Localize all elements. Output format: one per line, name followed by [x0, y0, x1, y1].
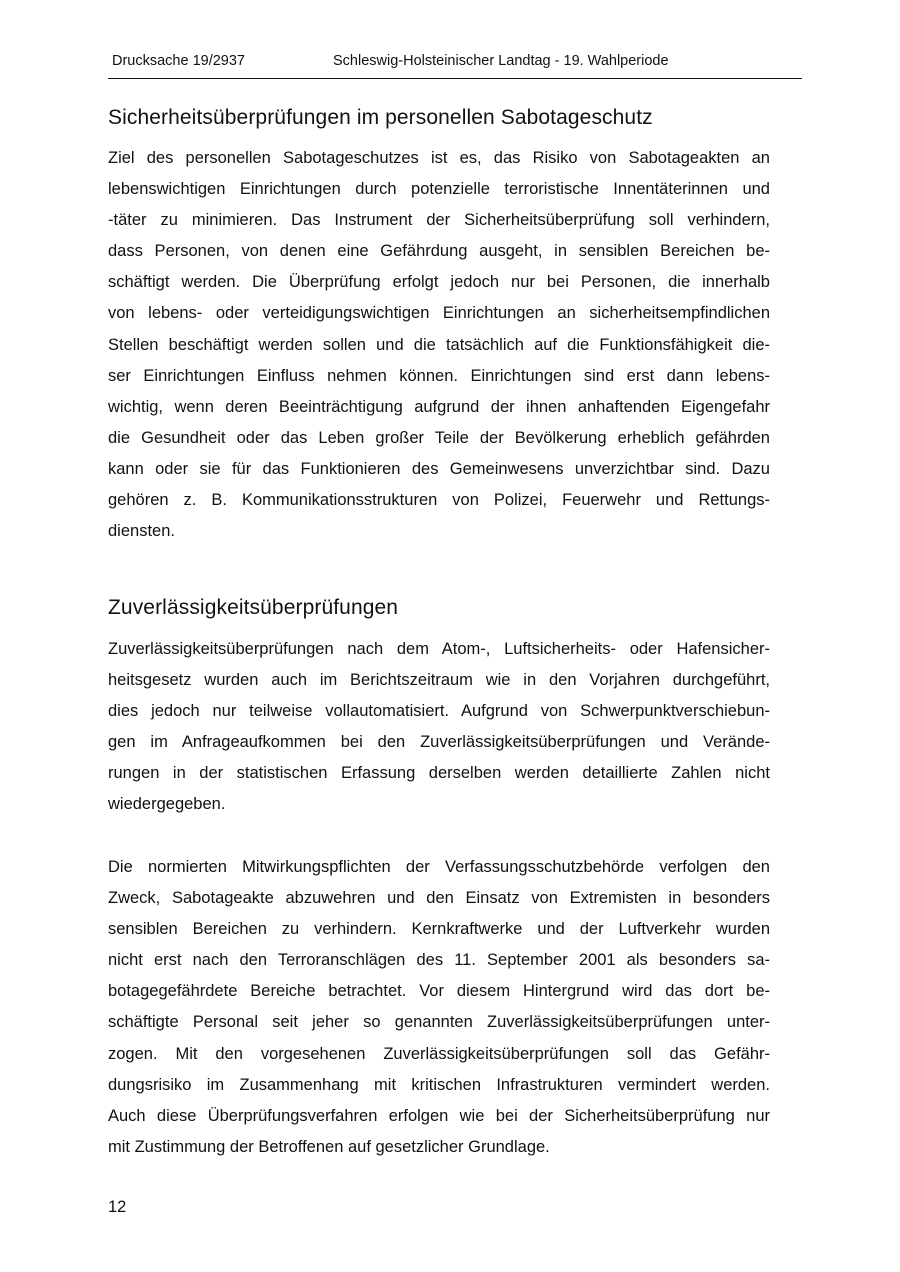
text-line: Auch diese Überprüfungsverfahren erfolgen wie bei der Sicherheitsüberprüfung nur	[108, 1106, 770, 1125]
text-line: nicht erst nach den Terroranschlägen des 11. September 2001 als besonders sa-	[108, 951, 770, 970]
text-line: Ziel des personellen Sabotageschutzes ist es, das Risiko von Sabotageakten an	[108, 149, 770, 167]
text-line: wiedergegeben.	[108, 795, 226, 814]
text-line: Die normierten Mitwirkungspflichten der Verfassungsschutzbehörde verfolgen den	[108, 858, 770, 876]
text-line: dass Personen, von denen eine Gefährdung ausgeht, in sensiblen Bereichen be-	[108, 242, 770, 261]
text-line: diensten.	[108, 522, 175, 541]
text-line: mit Zustimmung der Betroffenen auf gesetzlicher Grundlage.	[108, 1137, 550, 1156]
section-heading-sabotage: Sicherheitsüberprüfungen im personellen Sabotageschutz	[108, 106, 653, 129]
text-line: zogen. Mit den vorgesehenen Zuverlässigkeitsüberprüfungen soll das Gefähr-	[108, 1044, 770, 1063]
page-number: 12	[108, 1198, 127, 1216]
text-line: die Gesundheit oder das Leben großer Teile der Bevölkerung erheblich gefährden	[108, 428, 770, 447]
section-heading-reliability: Zuverlässigkeitsüberprüfungen	[108, 596, 399, 619]
paragraph-sabotage	[108, 143, 770, 547]
text-line: lebenswichtigen Einrichtungen durch potenzielle terroristische Innentäterinnen und	[108, 180, 770, 199]
text-line: sensiblen Bereichen zu verhindern. Kernkraftwerke und der Luftverkehr wurden	[108, 920, 770, 939]
text-line: von lebens- oder verteidigungswichtigen Einrichtungen an sicherheitsempfindlichen	[108, 304, 770, 323]
text-line: heitsgesetz wurden auch im Berichtszeitraum wie in den Vorjahren durchgeführt,	[108, 671, 770, 690]
text-line: dungsrisiko im Zusammenhang mit kritischen Infrastrukturen vermindert werden.	[108, 1075, 770, 1094]
document-number: Drucksache 19/2937	[112, 53, 245, 69]
text-line: Zuverlässigkeitsüberprüfungen nach dem Atom-, Luftsicherheits- oder Hafensicher-	[108, 640, 770, 658]
text-line: gen im Anfrageaufkommen bei den Zuverlässigkeitsüberprüfungen und Verände-	[108, 733, 770, 752]
text-line: ser Einrichtungen Einfluss nehmen können. Einrichtungen sind erst dann lebens-	[108, 366, 770, 385]
text-line: gehören z. B. Kommunikationsstrukturen von Polizei, Feuerwehr und Rettungs-	[108, 491, 770, 510]
paragraph-reliability-2	[108, 852, 770, 1163]
text-line: rungen in der statistischen Erfassung derselben werden detaillierte Zahlen nicht	[108, 764, 770, 783]
page-header	[108, 52, 802, 79]
text-line: Zweck, Sabotageakte abzuwehren und den Einsatz von Extremisten in besonders	[108, 889, 770, 908]
text-line: botagegefährdete Bereiche betrachtet. Vor diesem Hintergrund wird das dort be-	[108, 982, 770, 1001]
text-line: kann oder sie für das Funktionieren des Gemeinwesens unverzichtbar sind. Dazu	[108, 459, 770, 478]
paragraph-reliability-1	[108, 634, 770, 821]
parliament-period: Schleswig-Holsteinischer Landtag - 19. Wahlperiode	[333, 53, 669, 69]
text-line: Stellen beschäftigt werden sollen und die tatsächlich auf die Funktionsfähigkeit die-	[108, 335, 770, 354]
text-line: dies jedoch nur teilweise vollautomatisiert. Aufgrund von Schwerpunktverschiebun-	[108, 702, 770, 721]
text-line: schäftigte Personal seit jeher so genannten Zuverlässigkeitsüberprüfungen unter-	[108, 1013, 770, 1032]
text-line: -täter zu minimieren. Das Instrument der Sicherheitsüberprüfung soll verhindern,	[108, 211, 770, 230]
text-line: wichtig, wenn deren Beeinträchtigung aufgrund der ihnen anhaftenden Eigengefahr	[108, 397, 770, 416]
text-line: schäftigt werden. Die Überprüfung erfolgt jedoch nur bei Personen, die innerhalb	[108, 273, 770, 292]
